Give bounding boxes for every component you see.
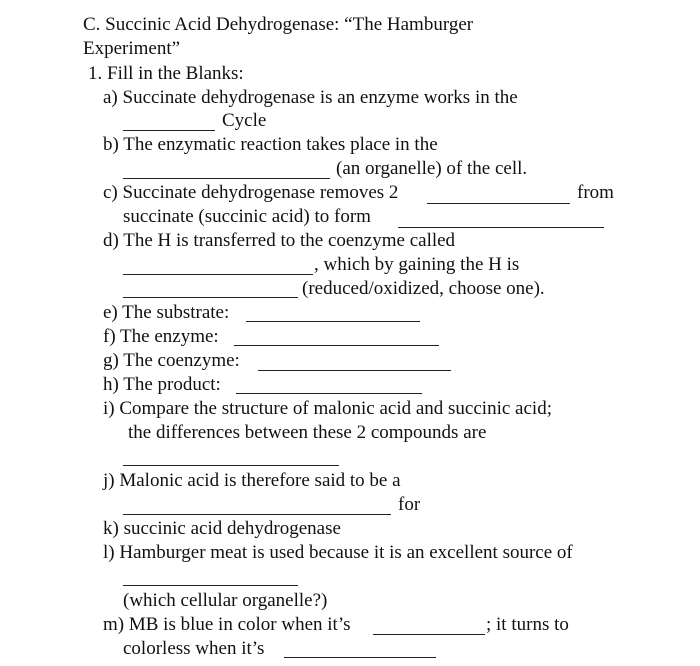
question-l-line-1: l) Hamburger meat is used because it is an excellent source of <box>103 542 573 563</box>
blank-a[interactable] <box>123 130 215 131</box>
question-d-line-2: , which by gaining the H is <box>314 254 520 275</box>
blank-e[interactable] <box>246 321 420 322</box>
blank-h[interactable] <box>236 393 422 394</box>
blank-i[interactable] <box>123 465 339 466</box>
blank-b[interactable] <box>123 178 330 179</box>
question-c-line-1: c) Succinate dehydrogenase removes 2 <box>103 182 399 203</box>
blank-m-1[interactable] <box>373 634 485 635</box>
question-f: f) The enzyme: <box>103 326 219 347</box>
blank-m-2[interactable] <box>284 657 436 658</box>
worksheet-title-line-2: Experiment” <box>83 38 181 59</box>
question-j-line-1: j) Malonic acid is therefore said to be a <box>103 470 401 491</box>
question-m-line-1: m) MB is blue in color when it’s <box>103 614 351 635</box>
question-a-line-1: a) Succinate dehydrogenase is an enzyme works in the <box>103 87 518 108</box>
worksheet-title-line-1: C. Succinic Acid Dehydrogenase: “The Hamburger <box>83 14 474 35</box>
blank-j[interactable] <box>123 514 391 515</box>
blank-c-2[interactable] <box>398 227 604 228</box>
question-i-line-2: the differences between these 2 compounds are <box>128 422 487 443</box>
question-h: h) The product: <box>103 374 221 395</box>
question-a-line-2: Cycle <box>222 110 267 131</box>
question-g: g) The coenzyme: <box>103 350 240 371</box>
blank-l[interactable] <box>123 585 298 586</box>
blank-g[interactable] <box>258 370 451 371</box>
question-c-from: from <box>577 182 614 203</box>
blank-f[interactable] <box>234 345 439 346</box>
question-d-line-1: d) The H is transferred to the coenzyme called <box>103 230 456 251</box>
question-l-line-2: (which cellular organelle?) <box>123 590 328 611</box>
question-j-line-2: for <box>398 494 421 515</box>
question-m-turns-to: ; it turns to <box>486 614 569 635</box>
question-b-line-2: (an organelle) of the cell. <box>336 158 528 179</box>
blank-d-2[interactable] <box>123 297 298 298</box>
question-m-line-2: colorless when it’s <box>123 638 265 659</box>
question-e: e) The substrate: <box>103 302 230 323</box>
blank-c-1[interactable] <box>427 203 570 204</box>
section-heading: 1. Fill in the Blanks: <box>88 63 244 84</box>
question-i-line-1: i) Compare the structure of malonic acid and succinic acid; <box>103 398 552 419</box>
question-k: k) succinic acid dehydrogenase <box>103 518 341 539</box>
question-b-line-1: b) The enzymatic reaction takes place in the <box>103 134 438 155</box>
blank-d-1[interactable] <box>123 274 313 275</box>
question-d-line-3: (reduced/oxidized, choose one). <box>302 278 545 299</box>
question-c-line-2: succinate (succinic acid) to form <box>123 206 371 227</box>
